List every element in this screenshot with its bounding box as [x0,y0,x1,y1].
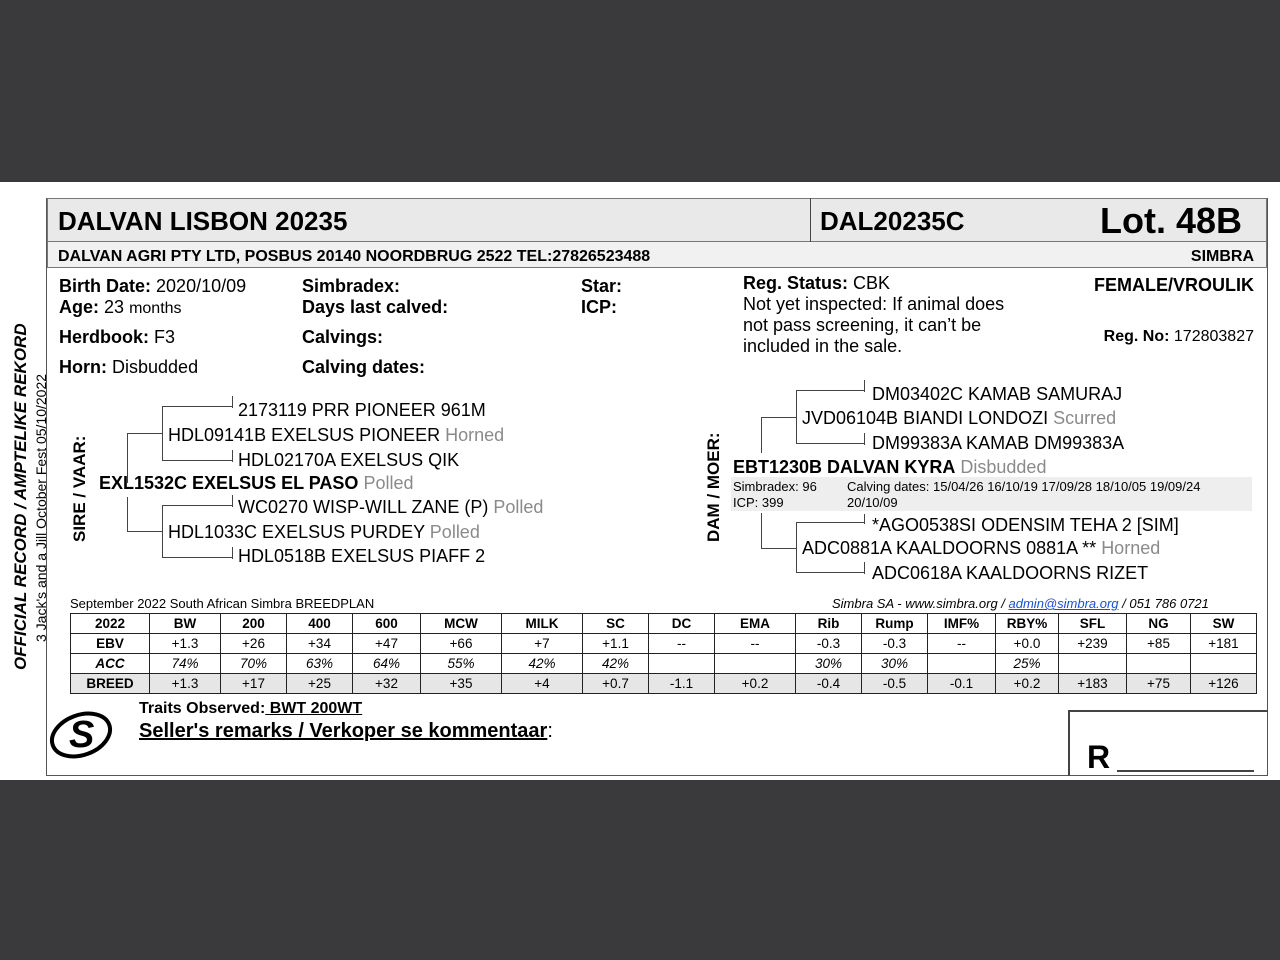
ebv-cell: +35 [421,674,502,694]
ebv-cell [1127,654,1191,674]
dam-s-bracket [864,380,865,392]
price-input-line[interactable] [1117,770,1254,772]
ebv-cell: IMF% [928,614,996,634]
dam-d-bracket [864,514,865,524]
ebv-cell: +181 [1191,634,1257,654]
dam-bracket [761,417,762,453]
ebv-cell: SFL [1059,614,1127,634]
sire-s-bracket [232,450,233,462]
ebv-cell: 42% [502,654,583,674]
herdbook: Herdbook: F3 [59,327,176,347]
sex: FEMALE/VROULIK [1094,275,1254,295]
ebv-cell: +47 [353,634,421,654]
ebv-cell: BREED [71,674,150,694]
ebv-cell: 63% [287,654,353,674]
ebv-cell: +239 [1059,634,1127,654]
sire-bracket [127,497,128,531]
ebv-cell: 42% [583,654,649,674]
inspection-note-3: included in the sale. [743,336,903,356]
reg-number: Reg. No: 172803827 [1103,328,1254,345]
dam-d-bracket [796,572,864,573]
ebv-cell: -0.5 [862,674,928,694]
dam-dam-dam: ADC0618A KAALDOORNS RIZET [872,563,1149,583]
dam-dam-sire: *AGO0538SI ODENSIM TEHA 2 [SIM] [872,515,1179,535]
ebv-cell: +32 [353,674,421,694]
breeder-info: DALVAN AGRI PTY LTD, POSBUS 20140 NOORDBRUG 2522 TEL:27826523488 [58,248,651,265]
dam-d-bracket [796,522,864,523]
animal-name: DALVAN LISBON 20235 [58,206,348,236]
ebv-cell: RBY% [996,614,1059,634]
sire-dam: HDL1033C EXELSUS PURDEY Polled [168,522,480,542]
ebv-cell [715,654,796,674]
birth-date: Birth Date: 2020/10/09 [59,276,247,296]
ebv-cell [928,654,996,674]
ebv-cell: 200 [221,614,287,634]
dam-calving-dates-cont: 20/10/09 [847,495,898,510]
ebv-cell: 30% [862,654,928,674]
sire-label: SIRE / VAAR: [70,435,89,542]
dam-s-bracket [796,443,864,444]
ebv-cell: +17 [221,674,287,694]
seller-remarks: Seller's remarks / Verkoper se kommentaar: [139,720,553,742]
ebv-cell: +0.2 [715,674,796,694]
inspection-note-1: Not yet inspected: If animal does [743,294,1005,314]
sire-s-bracket [162,460,232,461]
ebv-cell [1191,654,1257,674]
dam-dam: ADC0881A KAALDOORNS 0881A ** Horned [802,538,1161,558]
dam-label: DAM / MOER: [704,432,723,542]
ebv-cell: +183 [1059,674,1127,694]
sire-name: EXL1532C EXELSUS EL PASO Polled [99,473,414,493]
traits-observed: Traits Observed: BWT 200WT [139,700,363,717]
dam-bracket [761,417,797,418]
inspection-note-2: not pass screening, it can’t be [743,315,982,335]
days-last-calved-label: Days last calved: [302,297,449,317]
dam-s-bracket [864,433,865,445]
dam-bracket [761,548,797,549]
sire-d-bracket [162,505,163,557]
sire-s-bracket [232,396,233,408]
sire-bracket [127,433,163,434]
ebv-cell: +126 [1191,674,1257,694]
ebv-cell: NG [1127,614,1191,634]
sire-d-bracket [232,547,233,559]
ebv-cell: -1.1 [649,674,715,694]
sire-s-bracket [162,406,163,460]
ebv-table [70,613,1257,694]
ebv-cell: -- [928,634,996,654]
ebv-cell: -- [649,634,715,654]
dam-sire-dam: DM99383A KAMAB DM99383A [872,433,1125,453]
icp-label: ICP: [581,297,617,317]
breedplan-contact: Simbra SA - www.simbra.org / admin@simbra.org / 051 786 0721 [832,596,1209,611]
ebv-cell: +1.3 [150,634,221,654]
ebv-cell: -0.3 [862,634,928,654]
sire-s-bracket [162,406,232,407]
dam-calving-dates: Calving dates: 15/04/26 16/10/19 17/09/28 18/10/05 19/09/24 [847,479,1201,494]
calvings-label: Calvings: [302,327,384,347]
dam-sire: JVD06104B BIANDI LONDOZI Scurred [802,408,1117,428]
ebv-cell: +1.3 [150,674,221,694]
dam-s-bracket [796,390,864,391]
ebv-cell: +0.7 [583,674,649,694]
calving-dates-label: Calving dates: [302,357,426,377]
ebv-cell: 55% [421,654,502,674]
ebv-header-row [71,614,1257,634]
sire-d-bracket [162,505,232,506]
sire-sire-dam: HDL02170A EXELSUS QIK [238,450,460,470]
acc-row [71,654,1257,674]
ebv-cell: +7 [502,634,583,654]
dam-d-bracket [796,522,797,572]
dam-bracket [761,513,762,549]
breed-row [71,674,1257,694]
dam-d-bracket [864,562,865,574]
sire-bracket [127,531,163,532]
star-label: Star: [581,276,623,296]
ebv-cell: +0.2 [996,674,1059,694]
ebv-cell: +85 [1127,634,1191,654]
ebv-cell: +4 [502,674,583,694]
breedplan-caption: September 2022 South African Simbra BREEDPLAN [70,596,375,611]
ebv-cell [1059,654,1127,674]
ebv-cell: 70% [221,654,287,674]
ebv-cell: +66 [421,634,502,654]
dam-sire-sire: DM03402C KAMAB SAMURAJ [872,384,1123,404]
ebv-cell: 600 [353,614,421,634]
ebv-cell: +1.1 [583,634,649,654]
ebv-cell: MILK [502,614,583,634]
ebv-cell: 2022 [71,614,150,634]
price-box-border [1068,710,1268,712]
sire-d-bracket [162,557,232,558]
ebv-cell: Rib [796,614,862,634]
ebv-cell: MCW [421,614,502,634]
sire-dam-dam: HDL0518B EXELSUS PIAFF 2 [238,546,486,566]
ebv-cell: -0.3 [796,634,862,654]
ebv-cell: BW [150,614,221,634]
logo-letter: S [69,714,95,756]
ebv-cell: EMA [715,614,796,634]
ebv-cell: SW [1191,614,1257,634]
ebv-cell: DC [649,614,715,634]
ebv-cell: +26 [221,634,287,654]
ebv-cell: 400 [287,614,353,634]
ebv-cell [649,654,715,674]
dam-s-bracket [796,390,797,444]
reg-status: Reg. Status: CBK [743,273,891,293]
ebv-cell: 64% [353,654,421,674]
ebv-cell: +0.0 [996,634,1059,654]
sire-d-bracket [232,495,233,507]
price-box-border [1068,710,1070,776]
lot-number: Lot. 48B [1100,200,1243,241]
ebv-cell: ACC [71,654,150,674]
ebv-cell: -0.4 [796,674,862,694]
simbra-logo [47,705,115,761]
breed-name: SIMBRA [1190,248,1254,265]
dam-name: EBT1230B DALVAN KYRA Disbudded [733,457,1047,477]
price-label: R [1087,739,1111,775]
ebv-cell: +34 [287,634,353,654]
sire-sire-sire: 2173119 PRR PIONEER 961M [238,400,486,420]
catalogue-card [0,182,1280,780]
sale-event-label: 3 Jack's and a Jill October Fest 05/10/2022 [33,373,49,642]
ebv-cell: 74% [150,654,221,674]
sire-dam-sire: WC0270 WISP-WILL ZANE (P) Polled [238,497,544,517]
ebv-row [71,634,1257,654]
animal-code: DAL20235C [820,206,965,236]
age: Age: 23 months [59,297,182,317]
sire-sire: HDL09141B EXELSUS PIONEER Horned [168,425,505,445]
ebv-cell: SC [583,614,649,634]
ebv-cell: 30% [796,654,862,674]
official-record-label: OFFICIAL RECORD / AMPTELIKE REKORD [11,323,30,670]
dam-simbradex: Simbradex: 96 [733,479,817,494]
simbradex-label: Simbradex: [302,276,401,296]
ebv-cell: 25% [996,654,1059,674]
ebv-cell: -- [715,634,796,654]
dam-icp: ICP: 399 [733,495,784,510]
horn-status: Horn: Disbudded [59,357,199,377]
email-link[interactable]: admin@simbra.org [1008,596,1119,611]
ebv-cell: EBV [71,634,150,654]
ebv-cell: Rump [862,614,928,634]
ebv-cell: +75 [1127,674,1191,694]
ebv-cell: -0.1 [928,674,996,694]
ebv-cell: +25 [287,674,353,694]
